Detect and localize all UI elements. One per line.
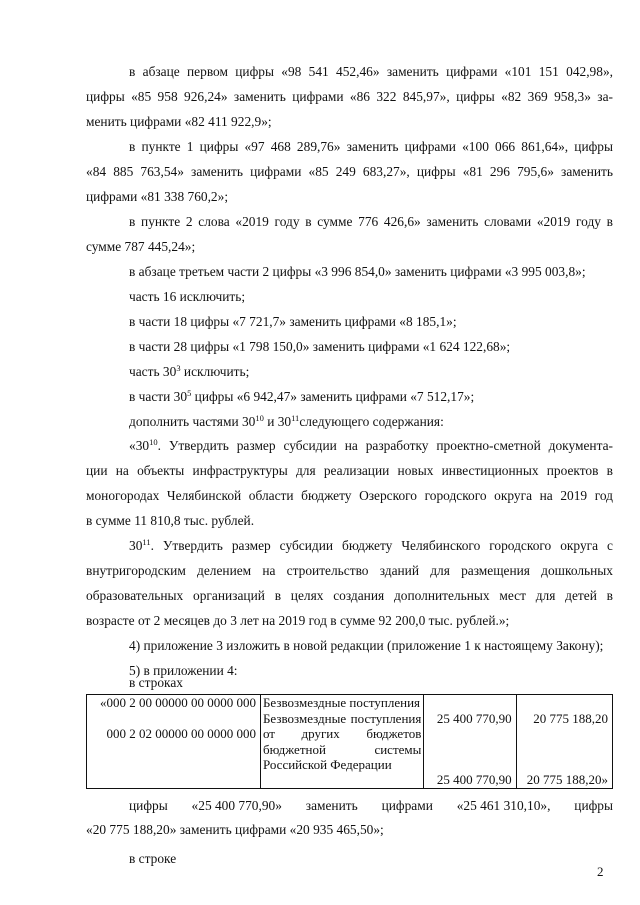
- text-line: цифры «25 400 770,90» заменить цифрами «25 461 310,10», цифры: [129, 798, 613, 813]
- text-line: цифрами «81 338 760,2»;: [86, 189, 229, 204]
- text-line: $30^{11}$. Утвердить размер субсидии бюджету Челябинского городского округа с: [129, 537, 613, 553]
- text-line: сумме 787 445,24»;: [86, 239, 196, 254]
- text-line: в абзаце третьем части 2 цифры «3 996 854,0» заменить цифрами «3 995 003,8»;: [129, 264, 586, 279]
- text-line: внутригородским делением на строительство зданий для размещения дошкольных: [86, 563, 613, 578]
- name-cell: [260, 695, 423, 789]
- text-line: в строках: [129, 675, 183, 690]
- text-line: «84 885 763,54» заменить цифрами «85 249 683,27», цифры «81 296 795,6» заменить: [86, 164, 613, 179]
- text-line: моногородах Челябинской области бюджету Озерского городского округа на 2019 год: [86, 488, 613, 503]
- budget-code: 000 2 02 00000 00 0000 000: [106, 725, 256, 741]
- text-line: возрасте от 2 месяцев до 3 лет на 2019 год в сумме 92 200,0 тыс. рублей.»;: [86, 613, 510, 628]
- text-line: часть 16 исключить;: [129, 289, 246, 304]
- text-line: в части $30^5$ цифры «6 942,47» заменить цифрами «7 512,17»;: [129, 388, 475, 404]
- text-line: ции на объекты инфраструктуры для реализации новых инвестиционных проектов в: [86, 463, 613, 478]
- text-line: в абзаце первом цифры «98 541 452,46» заменить цифрами «101 151 042,98»,: [129, 64, 613, 79]
- text-line: в пункте 1 цифры «97 468 289,76» заменить цифрами «100 066 861,64», цифры: [129, 139, 613, 154]
- text-line: в части 18 цифры «7 721,7» заменить цифрами «8 185,1»;: [129, 314, 457, 329]
- text-line: часть $30^3$ исключить;: [129, 363, 250, 379]
- amount-value: 25 400 770,90: [436, 711, 512, 726]
- text-line: в пункте 2 слова «2019 году в сумме 776 426,6» заменить словами «2019 году в: [129, 214, 613, 229]
- page-number: 2: [597, 864, 604, 879]
- income-name: Безвозмездные поступления от других бюджетов бюджетной системы Российской Федерации: [262, 710, 422, 773]
- text-line: менить цифрами «82 411 922,9»;: [86, 114, 272, 129]
- text-line: «20 775 188,20» заменить цифрами «20 935 465,50»;: [86, 822, 384, 837]
- text-line: цифры «85 958 926,24» заменить цифрами «86 322 845,97», цифры «82 369 958,3» за-: [86, 89, 613, 104]
- table-row: [87, 695, 613, 789]
- text-line: «$30^{10}$. Утвердить размер субсидии на разработку проектно-сметной документа-: [129, 437, 613, 453]
- text-line: дополнить частями $30^{10}$ и $30^{11}следующего$ содержания:: [129, 413, 444, 429]
- code-cell: [87, 695, 261, 789]
- budget-table: [86, 694, 613, 789]
- text-line: 5) в приложении 4:: [129, 663, 238, 678]
- budget-code: «000 2 00 00000 00 0000 000: [99, 695, 256, 710]
- text-line: в части 28 цифры «1 798 150,0» заменить цифрами «1 624 122,68»;: [129, 339, 511, 354]
- text-line: в строке: [129, 851, 177, 866]
- income-name: Безвозмездные поступления: [262, 695, 421, 710]
- amount-value: 20 775 188,20: [533, 711, 608, 726]
- amount-value: 25 400 770,90: [436, 772, 512, 788]
- text-line: 4) приложение 3 изложить в новой редакции (приложение 1 к настоящему Закону);: [129, 638, 604, 653]
- amount-value: 20 775 188,20»: [526, 772, 608, 788]
- value-cell: [424, 695, 516, 789]
- value-cell: [516, 695, 612, 789]
- text-line: образовательных организаций в целях создания дополнительных мест для детей в: [86, 588, 613, 603]
- text-line: в сумме 11 810,8 тыс. рублей.: [86, 513, 255, 528]
